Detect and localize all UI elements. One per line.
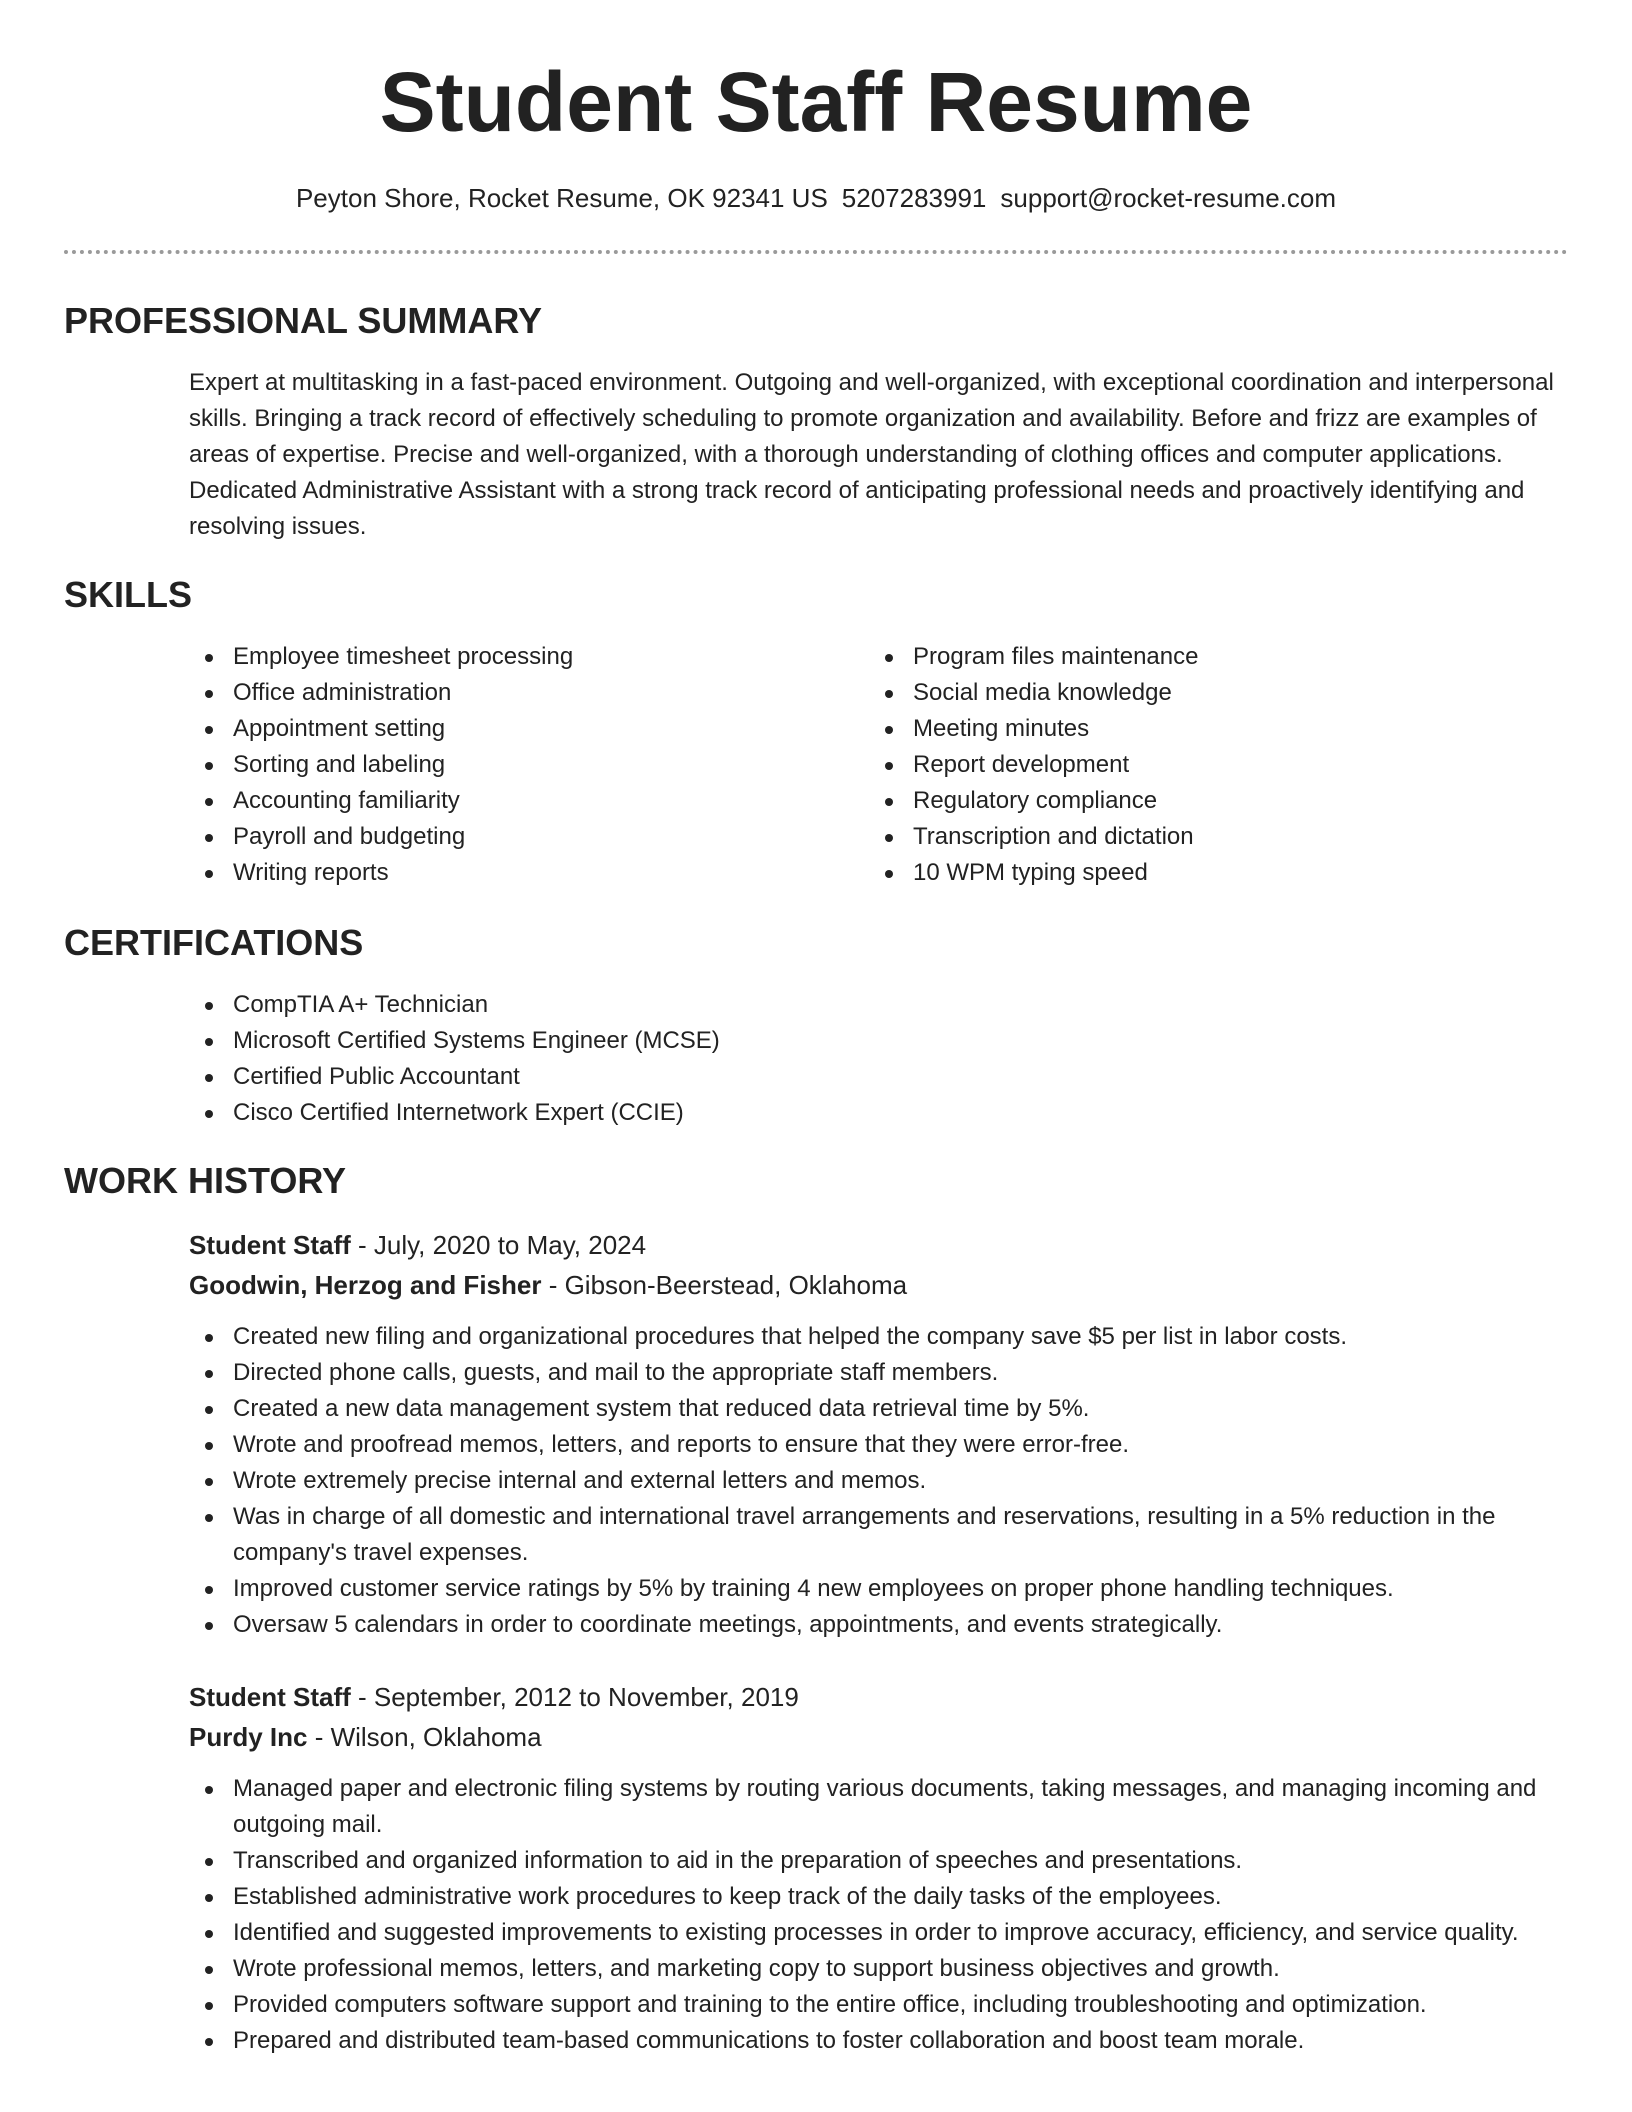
certification-item: Cisco Certified Internetwork Expert (CCIE) — [189, 1095, 1569, 1131]
job-bullet: Oversaw 5 calendars in order to coordinate meetings, appointments, and events strategically. — [189, 1607, 1569, 1643]
certifications-list — [189, 987, 1569, 1131]
skill-item: 10 WPM typing speed — [869, 855, 1549, 891]
skills-list-right — [869, 639, 1549, 891]
skills-heading: SKILLS — [64, 574, 193, 615]
job-bullet: Established administrative work procedures to keep track of the daily tasks of the employees. — [189, 1879, 1569, 1915]
skill-item: Sorting and labeling — [189, 747, 829, 783]
job-company: Purdy Inc — [189, 1722, 308, 1752]
skill-item: Meeting minutes — [869, 711, 1549, 747]
job-bullet: Was in charge of all domestic and international travel arrangements and reservations, resulting in a 5% reduction in the company's travel expenses. — [189, 1499, 1569, 1571]
job-dates: - September, 2012 to November, 2019 — [350, 1682, 799, 1712]
job-bullet: Wrote and proofread memos, letters, and reports to ensure that they were error-free. — [189, 1427, 1569, 1463]
job-bullet: Managed paper and electronic filing systems by routing various documents, taking messages, and managing incoming and outgoing mail. — [189, 1771, 1569, 1843]
contact-address: Peyton Shore, Rocket Resume, OK 92341 US — [295, 183, 828, 213]
job-title-line — [189, 1225, 646, 1265]
job-title: Student Staff — [189, 1682, 351, 1712]
contact-phone: 5207283991 — [841, 183, 987, 213]
certifications-heading: CERTIFICATIONS — [64, 922, 364, 963]
skill-item: Employee timesheet processing — [189, 639, 829, 675]
skill-item: Payroll and budgeting — [189, 819, 829, 855]
skills-list-left — [189, 639, 829, 891]
certification-item: CompTIA A+ Technician — [189, 987, 1569, 1023]
job-bullet: Transcribed and organized information to aid in the preparation of speeches and presentations. — [189, 1843, 1569, 1879]
job-dates: - July, 2020 to May, 2024 — [350, 1230, 647, 1260]
job-bullets — [189, 1319, 1569, 1643]
certification-item: Microsoft Certified Systems Engineer (MCSE) — [189, 1023, 1569, 1059]
job-bullets — [189, 1771, 1569, 2059]
contact-line — [0, 180, 1632, 216]
job-location: - Gibson-Beerstead, Oklahoma — [541, 1270, 908, 1300]
skill-item: Regulatory compliance — [869, 783, 1549, 819]
header-divider — [64, 250, 1568, 254]
job-location: - Wilson, Oklahoma — [307, 1722, 542, 1752]
summary-text: Expert at multitasking in a fast-paced environment. Outgoing and well-organized, with exceptional coordination and interpersonal skills. Bringing a track record of effectively scheduling to promote organization and availability. Before and frizz are examples of areas of expertise. Precise and well-organized, with a thorough understanding of clothing offices and computer applications. Dedicated Administrative Assistant with a strong track record of anticipating professional needs and proactively identifying and resolving issues. — [189, 369, 1554, 540]
skill-item: Office administration — [189, 675, 829, 711]
job-bullet: Wrote professional memos, letters, and marketing copy to support business objectives and growth. — [189, 1951, 1569, 1987]
job-title: Student Staff — [189, 1230, 351, 1260]
skill-item: Appointment setting — [189, 711, 829, 747]
skill-item: Social media knowledge — [869, 675, 1549, 711]
work-history-heading: WORK HISTORY — [64, 1160, 347, 1201]
job-bullet: Improved customer service ratings by 5% by training 4 new employees on proper phone handling techniques. — [189, 1571, 1569, 1607]
job-bullet: Directed phone calls, guests, and mail to the appropriate staff members. — [189, 1355, 1569, 1391]
skill-item: Writing reports — [189, 855, 829, 891]
skill-item: Report development — [869, 747, 1549, 783]
job-bullet: Identified and suggested improvements to existing processes in order to improve accuracy, efficiency, and service quality. — [189, 1915, 1569, 1951]
job-bullet: Prepared and distributed team-based communications to foster collaboration and boost team morale. — [189, 2023, 1569, 2059]
page-title: Student Staff Resume — [379, 55, 1253, 149]
job-bullet: Provided computers software support and training to the entire office, including troubleshooting and optimization. — [189, 1987, 1569, 2023]
skill-item: Transcription and dictation — [869, 819, 1549, 855]
skill-item: Program files maintenance — [869, 639, 1549, 675]
job-title-line — [189, 1677, 799, 1717]
certification-item: Certified Public Accountant — [189, 1059, 1569, 1095]
job-company-line — [189, 1265, 907, 1305]
job-bullet: Created new filing and organizational procedures that helped the company save $5 per list in labor costs. — [189, 1319, 1569, 1355]
job-bullet: Wrote extremely precise internal and external letters and memos. — [189, 1463, 1569, 1499]
skill-item: Accounting familiarity — [189, 783, 829, 819]
summary-heading: PROFESSIONAL SUMMARY — [64, 300, 543, 341]
job-company-line — [189, 1717, 542, 1757]
job-company: Goodwin, Herzog and Fisher — [189, 1270, 542, 1300]
job-bullet: Created a new data management system that reduced data retrieval time by 5%. — [189, 1391, 1569, 1427]
contact-email: support@rocket-resume.com — [1000, 183, 1337, 213]
